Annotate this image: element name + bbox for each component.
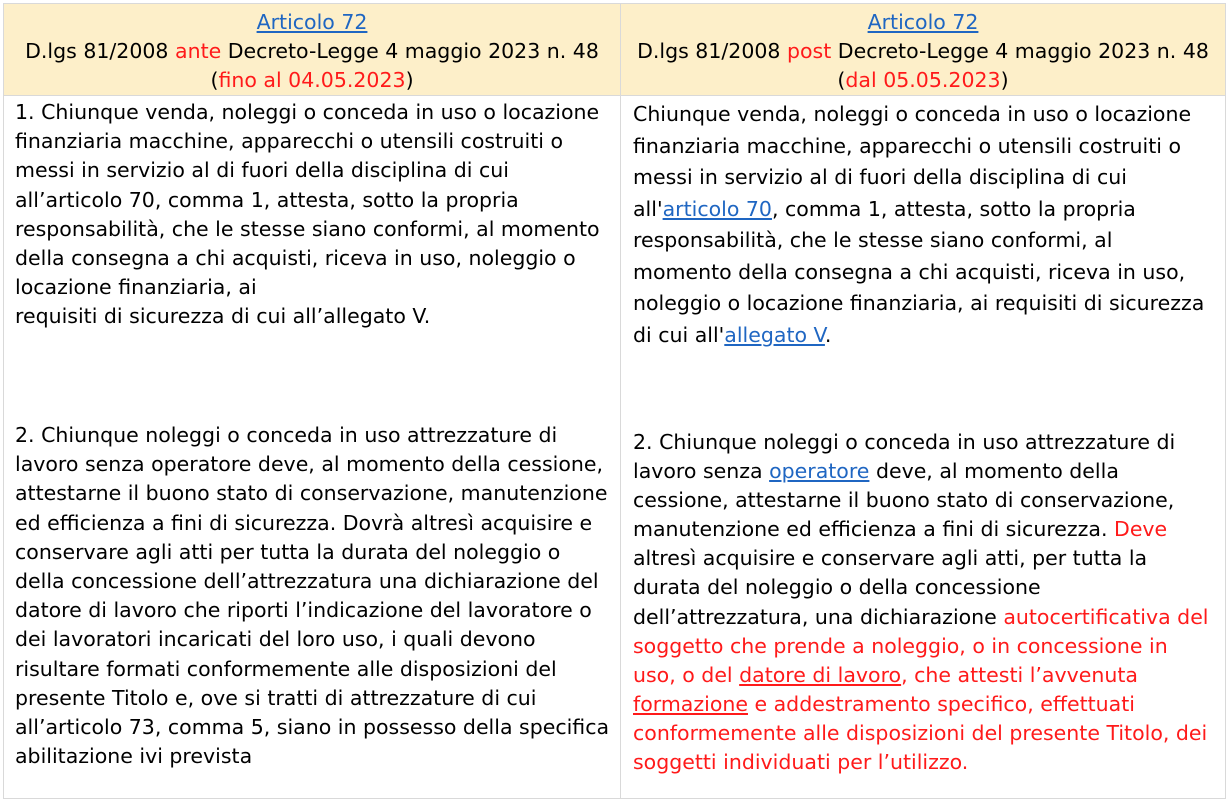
right-decree-prefix: D.lgs 81/2008 (637, 39, 781, 63)
articolo-70-link[interactable]: articolo 70 (662, 196, 772, 221)
allegato-v-link[interactable]: allegato V (724, 322, 825, 347)
right-paren-open: ( (837, 68, 846, 92)
right-p2-formazione: formazione (633, 691, 748, 716)
right-paragraph-1 (633, 99, 1215, 351)
right-p1-text-c: . (824, 322, 832, 347)
left-article-link[interactable]: Articolo 72 (256, 10, 368, 34)
right-p2-text-c: altresì acquisire e conservare agli atti, per tutta la durata del noleggio o della concessione dell’attrezzatura, una dichiarazione (633, 546, 1148, 629)
left-decree-prefix: D.lgs 81/2008 (25, 39, 169, 63)
left-body-cell (4, 96, 621, 799)
right-p2-deve: Deve (1114, 517, 1168, 542)
left-paren-close: ) (405, 68, 414, 92)
right-post-label: post (786, 39, 832, 63)
right-p2-red-text-2: , che attesti l’avvenuta (901, 662, 1138, 687)
left-header-cell (4, 4, 621, 96)
right-header-cell (621, 4, 1226, 96)
right-p2-datore-di-lavoro: datore di lavoro (739, 662, 902, 687)
left-period: fino al 04.05.2023 (218, 68, 406, 92)
left-paragraph-1-text: 1. Chiunque venda, noleggi o conceda in uso o locazione finanziaria macchine, apparecchi o utensili costruiti o messi in servizio al di fuori della disciplina di cui all’articolo 70, comma 1, attesta, sotto la propria responsabilità, che le stesse siano conformi, al momento della consegna a chi acquisti, riceva in uso, noleggio o locazione finanziaria, ai (15, 100, 600, 300)
right-period: dal 05.05.2023 (845, 68, 1001, 92)
right-p1-text-b: , comma 1, attesta, sotto la propria responsabilità, che le stesse siano conformi, al momento della consegna a chi acquisti, riceva in uso, noleggio o locazione finanziaria, ai requisiti di sicurezza di cui all' (633, 196, 1205, 347)
right-p2-text-b: deve, al momento della cessione, attestarne il buono stato di conservazione, manutenzione ed efficienza a fini di sicurezza. (633, 459, 1175, 542)
right-p1-text-a: Chiunque venda, noleggi o conceda in uso o locazione finanziaria macchine, apparecchi o utensili costruiti o messi in servizio al di fuori della disciplina di cui all' (633, 102, 1192, 221)
right-p2-red-text-1: autocertificativa del soggetto che prende a noleggio, o in concessione in uso, o del (633, 604, 1209, 687)
right-decree-suffix: Decreto-Legge 4 maggio 2023 n. 48 (837, 39, 1209, 63)
left-paragraph-2-text: 2. Chiunque noleggi o conceda in uso attrezzature di lavoro senza operatore deve, al momento della cessione, attestarne il buono stato di conservazione, manutenzione ed efficienza a fini di sicurezza. Dovrà altresì acquisire e conservare agli atti per tutta la durata del noleggio o della concessione dell’attrezzatura una dichiarazione del datore di lavoro che riporti l’indicazione del lavoratore o dei lavoratori incaricati del loro uso, i quali devono risultare formati conformemente alle disposizioni del presente Titolo e, ove si tratti di attrezzature di cui all’articolo 73, comma 5, siano in possesso della specifica abilitazione ivi prevista (15, 423, 610, 769)
header-row (4, 4, 1226, 96)
operatore-link[interactable]: operatore (769, 459, 870, 484)
body-row (4, 96, 1226, 799)
right-p2-text-a: 2. Chiunque noleggi o conceda in uso attrezzature di lavoro senza (633, 430, 1176, 484)
right-p2-red-text-3: e addestramento specifico, effettuati conformemente alle disposizioni del presente Titolo, dei soggetti individuati per l’utilizzo. (633, 691, 1208, 775)
right-article-link[interactable]: Articolo 72 (867, 10, 979, 34)
comparison-table (3, 3, 1226, 799)
left-ante-label: ante (175, 39, 222, 63)
left-paragraph-1 (15, 98, 612, 332)
left-paragraph-2 (15, 421, 612, 771)
right-paren-close: ) (1000, 68, 1009, 92)
left-paren-open: ( (210, 68, 219, 92)
left-decree-suffix: Decreto-Legge 4 maggio 2023 n. 48 (227, 39, 599, 63)
right-paragraph-2 (633, 428, 1215, 777)
right-body-cell (621, 96, 1226, 799)
left-paragraph-1-last-line: requisiti di sicurezza di cui all’allegato V. (15, 304, 431, 329)
